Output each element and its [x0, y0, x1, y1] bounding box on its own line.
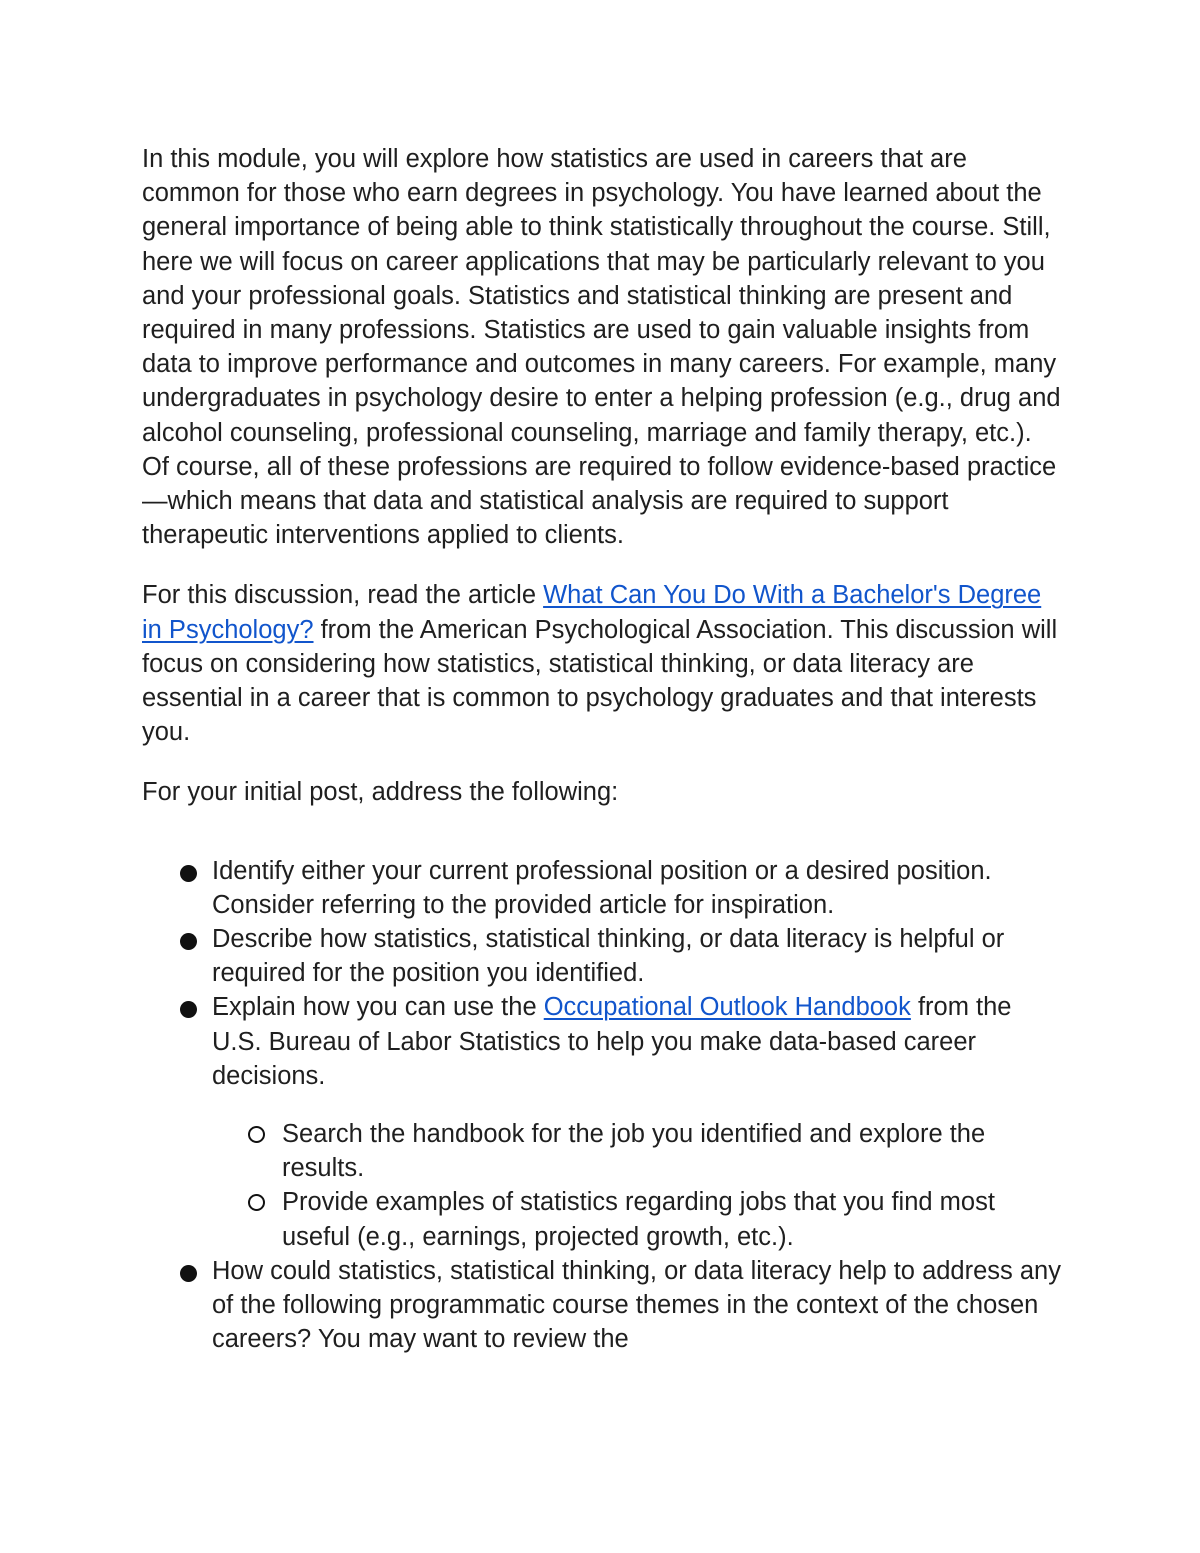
list-item-text: Identify either your current professional position or a desired position. Consider referring to the provided article for inspiration. [212, 856, 992, 919]
bullet-circle-icon [248, 1126, 265, 1143]
bullet-disc-icon [180, 933, 197, 950]
sub-list-item-text: Provide examples of statistics regarding jobs that you find most useful (e.g., earnings, projected growth, etc.). [282, 1188, 995, 1251]
document-page [142, 142, 1062, 1357]
bullet-disc-icon [180, 1001, 197, 1018]
bullet-disc-icon [180, 1265, 197, 1282]
bullet-disc-icon [180, 865, 197, 882]
sub-list-item-text: Search the handbook for the job you identified and explore the results. [282, 1120, 986, 1183]
initial-post-lead: For your initial post, address the following: [142, 778, 619, 807]
occupational-outlook-handbook-link[interactable]: Occupational Outlook Handbook [543, 993, 911, 1022]
discussion-paragraph [142, 578, 1062, 749]
list-item [212, 1254, 1062, 1357]
list-item [212, 854, 1062, 922]
list-item-text: How could statistics, statistical thinking, or data literacy help to address any of the following programmatic course themes in the context of the chosen careers? You may want to review the [212, 1256, 1061, 1354]
list-item [212, 990, 1062, 1253]
bullet-circle-icon [248, 1194, 265, 1211]
sub-list-item [282, 1185, 1062, 1253]
list-item-text-after-link: from the U.S. Bureau of Labor Statistics to help you make data-based career decisions. [212, 993, 1012, 1090]
intro-paragraph: In this module, you will explore how statistics are used in careers that are common for those who earn degrees in psychology. You have learned about the general importance of being able to think statistically throughout the course. Still, here we will focus on career applications that may be particularly relevant to you and your professional goals. Statistics and statistical thinking are present and required in many professions. Statistics are used to gain valuable insights from data to improve performance and outcomes in many careers. For example, many undergraduates in psychology desire to enter a helping profession (e.g., drug and alcohol counseling, professional counseling, marriage and family therapy, etc.). Of course, all of these professions are required to follow evidence-based practice—which means that data and statistical analysis are required to support therapeutic interventions applied to clients. [142, 145, 1061, 550]
list-item [212, 922, 1062, 990]
requirements-list [142, 854, 1062, 1357]
discussion-text-before-link: For this discussion, read the article [142, 581, 544, 610]
sub-list-item [282, 1117, 1062, 1185]
discussion-text-after-link: from the American Psychological Association. This discussion will focus on considering how statistics, statistical thinking, or data literacy are essential in a career that is common to psychology graduates and that interests you. [142, 615, 1058, 747]
sub-list [212, 1117, 1062, 1254]
list-item-text: Describe how statistics, statistical thinking, or data literacy is helpful or required for the position you identified. [212, 925, 1005, 988]
apa-article-link[interactable]: What Can You Do With a Bachelor's Degree in Psychology? [142, 581, 1042, 644]
list-item-text-before-link: Explain how you can use the [212, 993, 544, 1022]
